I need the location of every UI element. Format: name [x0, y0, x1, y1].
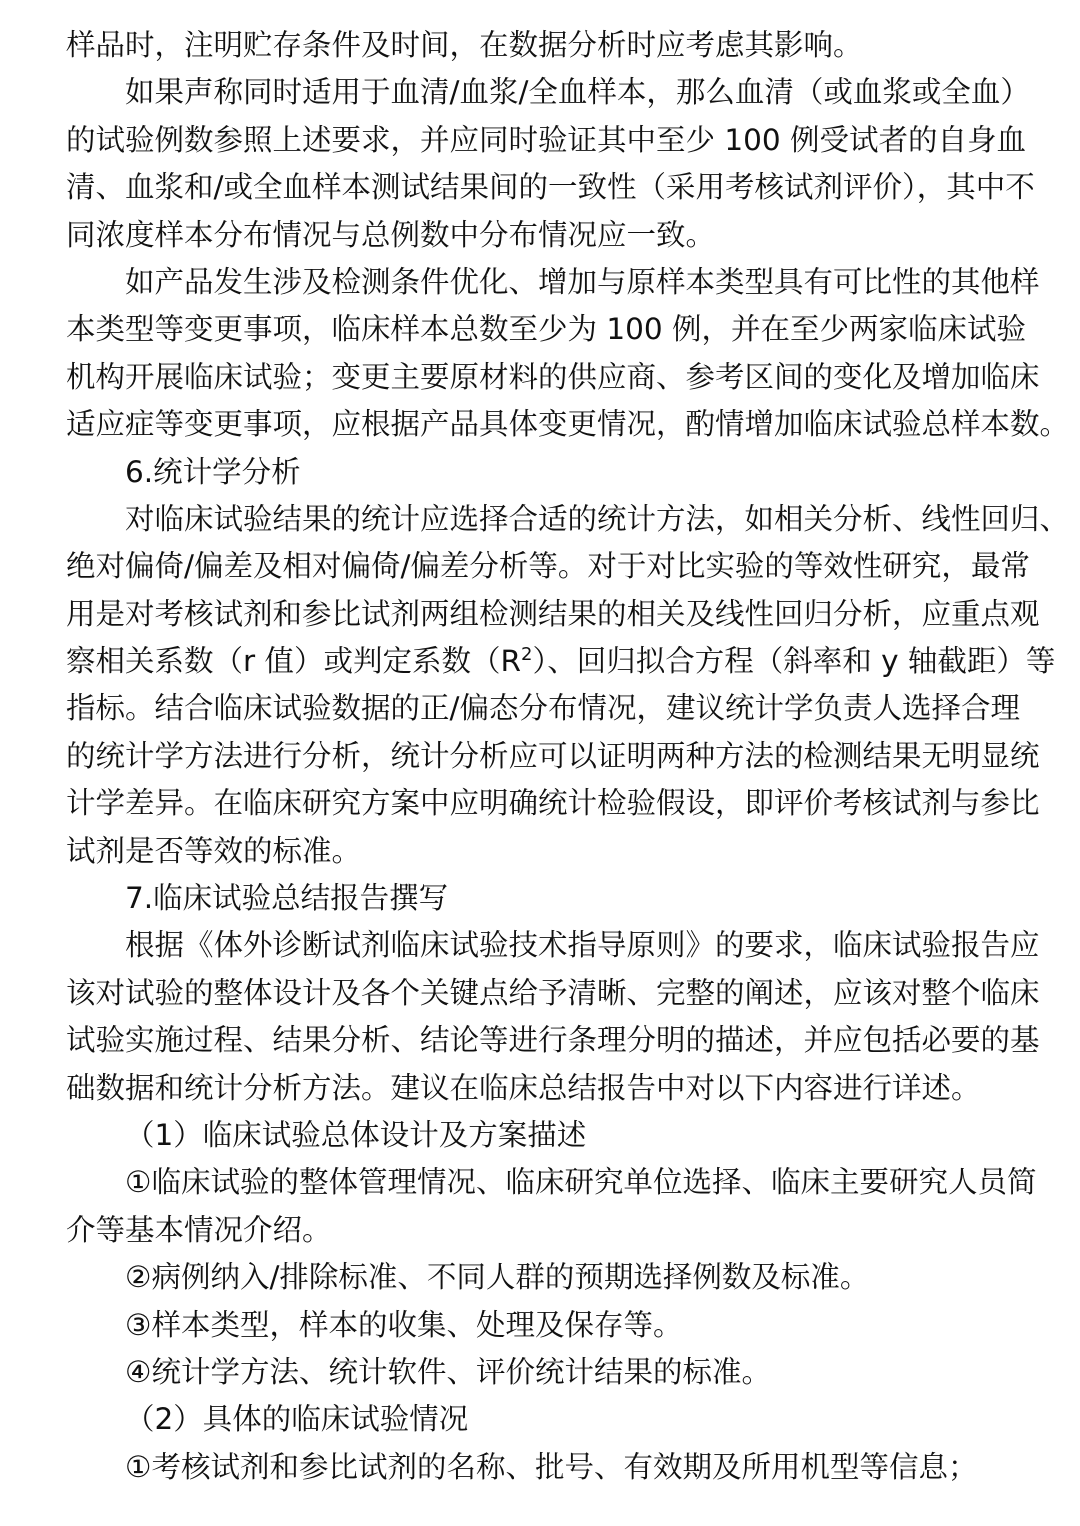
list-item: ①考核试剂和参比试剂的名称、批号、有效期及所用机型等信息；: [125, 1449, 978, 1484]
text-line: 机构开展临床试验；变更主要原材料的供应商、参考区间的变化及增加临床: [66, 359, 1040, 394]
subsection-heading: （2）具体的临床试验情况: [125, 1402, 469, 1437]
text-line: 样品时，注明贮存条件及时间，在数据分析时应考虑其影响。: [66, 28, 863, 62]
list-item: ③样本类型，样本的收集、处理及保存等。: [125, 1307, 683, 1342]
text-line: 试验实施过程、结果分析、结论等进行条理分明的描述，并应包括必要的基: [66, 1023, 1040, 1058]
text-line: 绝对偏倚/偏差及相对偏倚/偏差分析等。对于对比实验的等效性研究，最常: [66, 549, 1030, 584]
list-item: ④统计学方法、统计软件、评价统计结果的标准。: [125, 1354, 771, 1389]
text-line: 指标。结合临床试验数据的正/偏态分布情况，建议统计学负责人选择合理: [66, 691, 1020, 726]
subsection-heading: （1）临床试验总体设计及方案描述: [125, 1117, 587, 1152]
superscript: 2: [521, 644, 533, 666]
list-item-continuation: 介等基本情况介绍。: [66, 1212, 332, 1247]
text-line: 根据《体外诊断试剂临床试验技术指导原则》的要求，临床试验报告应: [125, 928, 1040, 963]
text-line: 的试验例数参照上述要求，并应同时验证其中至少 100 例受试者的自身血: [66, 122, 1027, 157]
list-item: ①临床试验的整体管理情况、临床研究单位选择、临床主要研究人员简: [125, 1165, 1037, 1200]
text-line: 用是对考核试剂和参比试剂两组检测结果的相关及线性回归分析，应重点观: [66, 596, 1040, 631]
section-heading-statistics: 6.统计学分析: [125, 454, 301, 489]
text-line: 如产品发生涉及检测条件优化、增加与原样本类型具有可比性的其他样: [125, 264, 1040, 299]
text-line: 计学差异。在临床研究方案中应明确统计检验假设，即评价考核试剂与参比: [66, 786, 1040, 821]
text-fragment: 察相关系数（r 值）或判定系数（R: [66, 644, 522, 679]
text-line: 试剂是否等效的标准。: [66, 833, 362, 868]
text-line: 本类型等变更事项，临床样本总数至少为 100 例，并在至少两家临床试验: [66, 312, 1027, 347]
text-line: [66, 638, 1056, 685]
text-line: 的统计学方法进行分析，统计分析应可以证明两种方法的检测结果无明显统: [66, 738, 1040, 773]
text-line: 清、血浆和/或全血样本测试结果间的一致性（采用考核试剂评价），其中不: [66, 170, 1035, 205]
text-line: 对临床试验结果的统计应选择合适的统计方法，如相关分析、线性回归、: [125, 501, 1070, 536]
section-heading-report: 7.临床试验总结报告撰写: [125, 881, 449, 916]
text-line: 适应症等变更事项，应根据产品具体变更情况，酌情增加临床试验总样本数。: [66, 407, 1070, 442]
list-item: ②病例纳入/排除标准、不同人群的预期选择例数及标准。: [125, 1260, 870, 1295]
text-line: 同浓度样本分布情况与总例数中分布情况应一致。: [66, 217, 716, 252]
text-line: 础数据和统计分析方法。建议在临床总结报告中对以下内容进行详述。: [66, 1070, 981, 1105]
text-fragment: ）、回归拟合方程（斜率和 y 轴截距）等: [532, 644, 1056, 679]
text-line: 该对试验的整体设计及各个关键点给予清晰、完整的阐述，应该对整个临床: [66, 975, 1040, 1010]
text-line: 如果声称同时适用于血清/血浆/全血样本，那么血清（或血浆或全血）: [125, 75, 1030, 110]
